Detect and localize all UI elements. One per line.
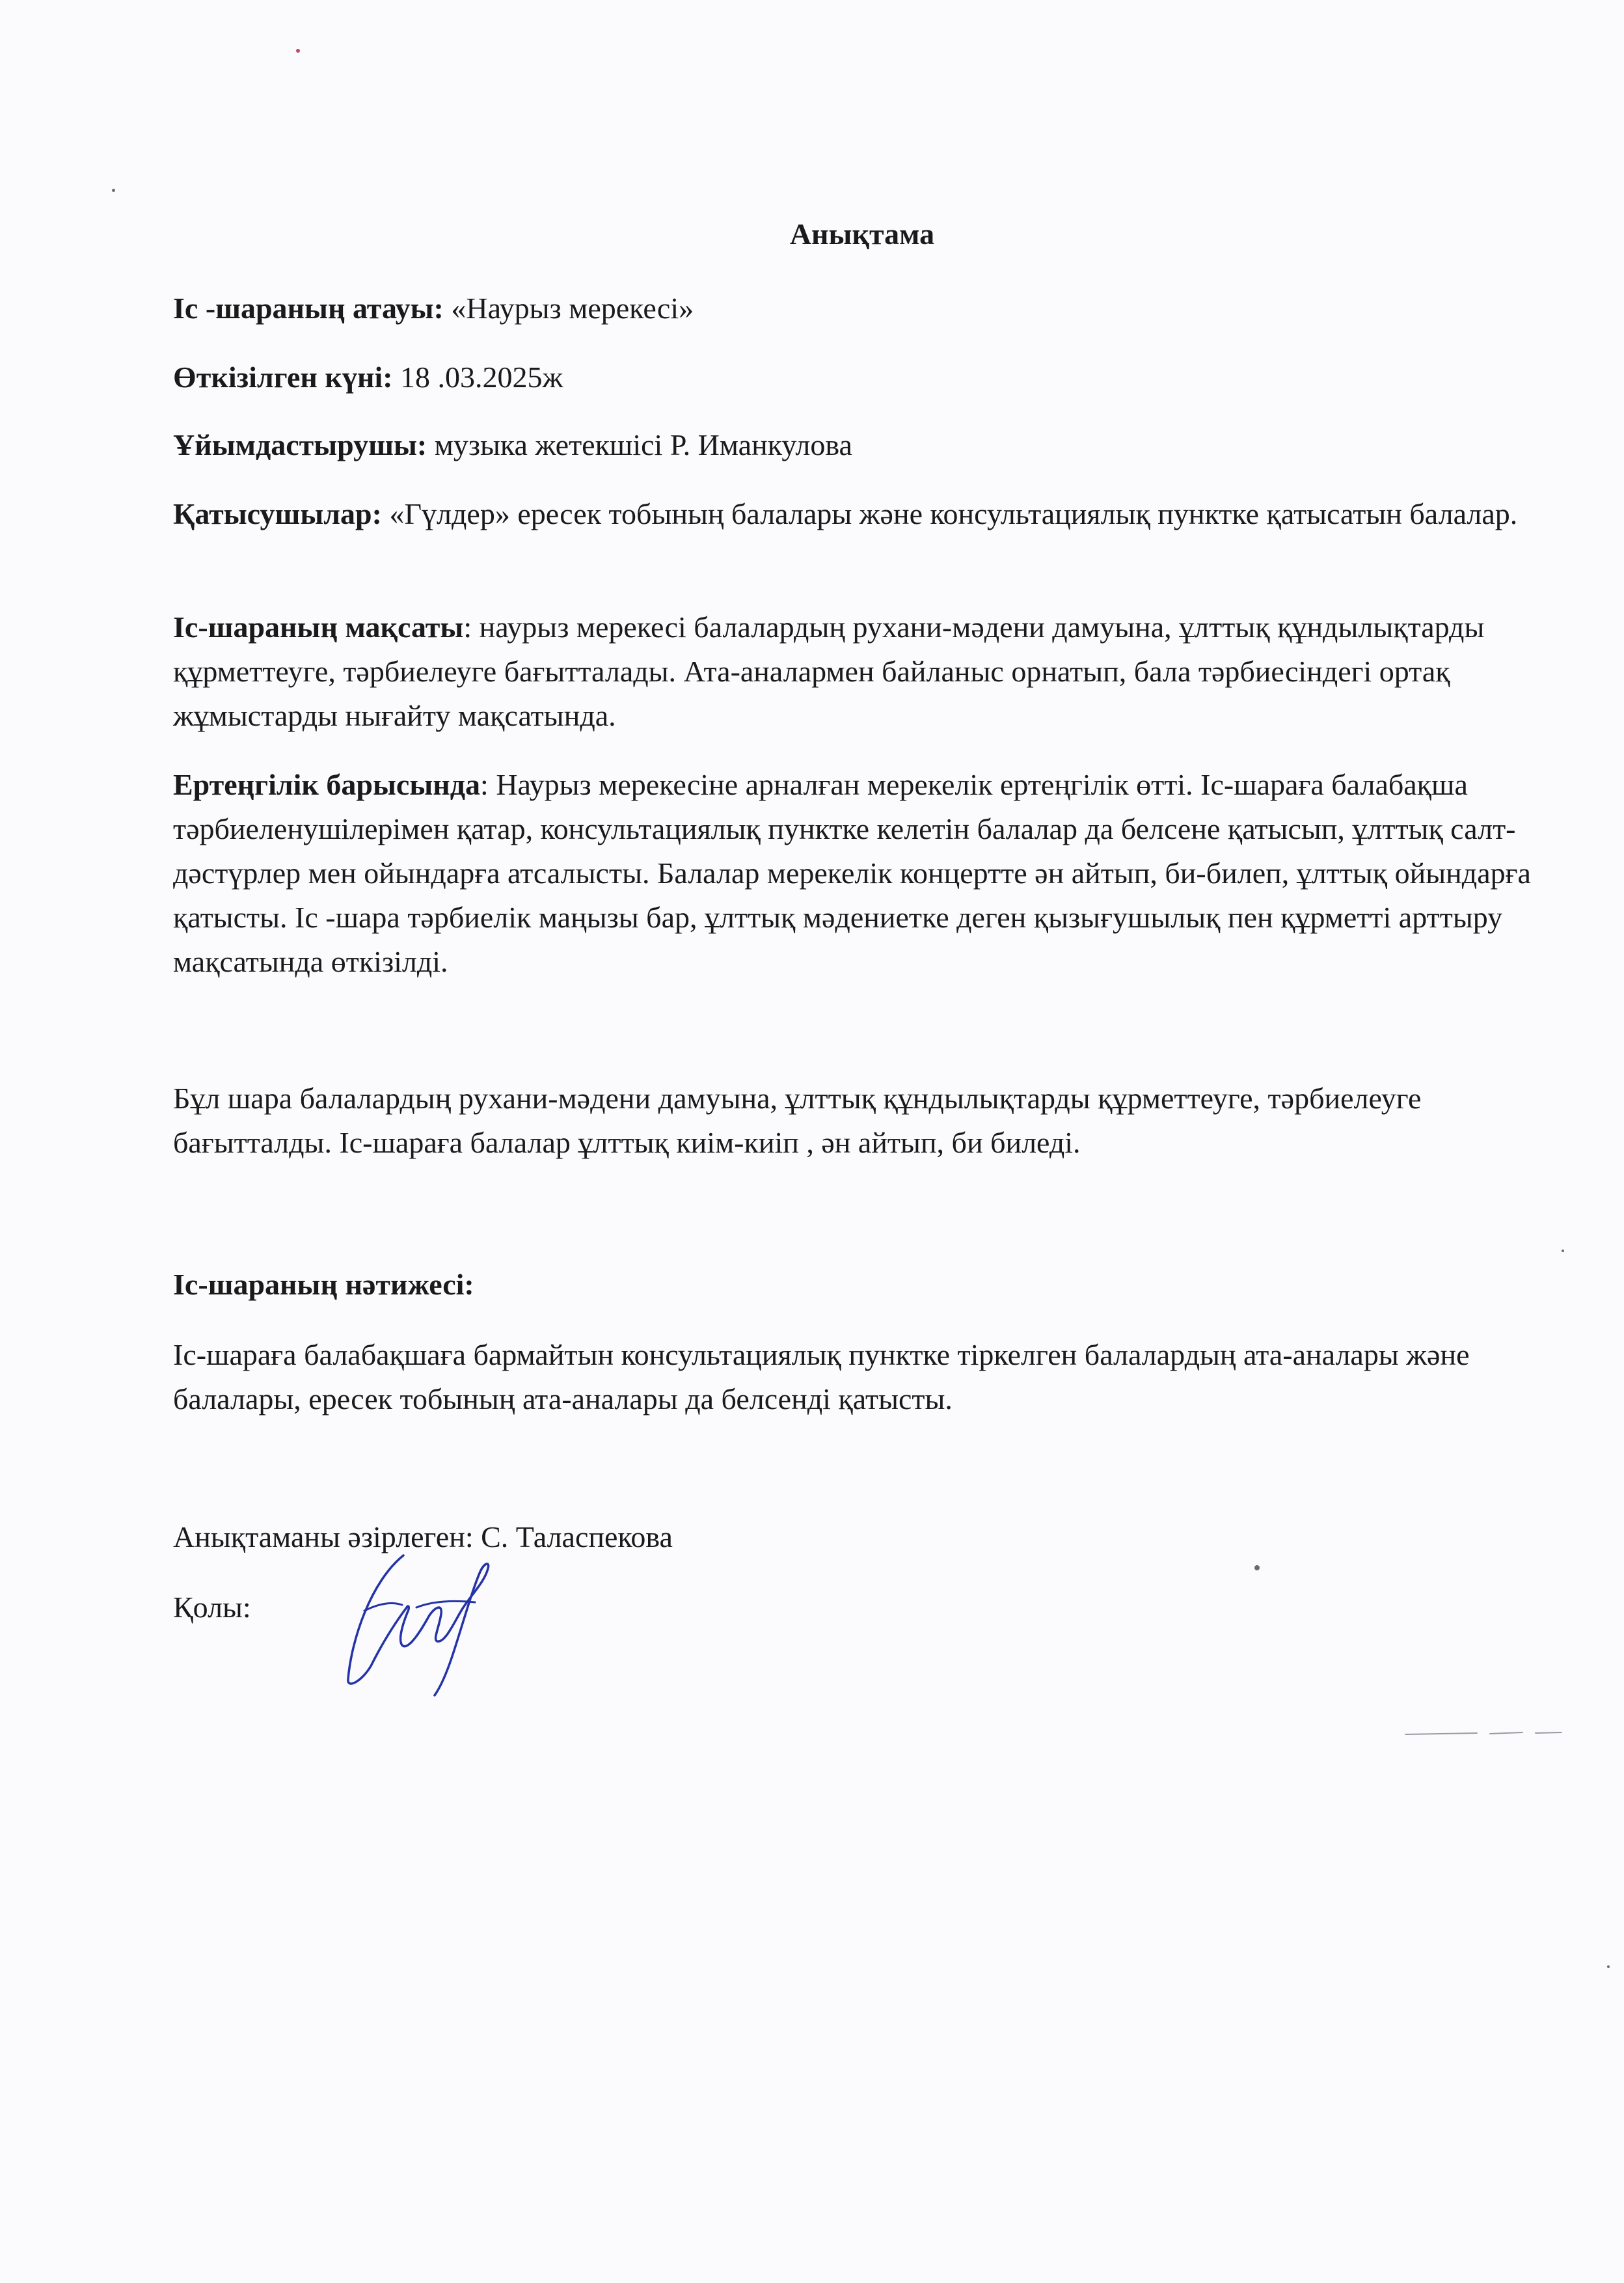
- progress-value: : Наурыз мерекесіне арналған мерекелік ертеңгілік өтті. Іс-шараға балабақша тәрбиеленушілерімен қатар, консультациялық пунктке келетін балалар да белсене қатысып, ұлттық салт-дәстүрлер мен ойындарға атсалысты. Балалар мерекелік концертте ән айтып, би-билеп, ұлттық ойындарға қатысты. Іс -шара тәрбиелік маңызы бар, ұлттық мәдениетке деген қызығушылық пен құрметті арттыру мақсатында өткізілді.: [173, 768, 1531, 978]
- scan-mark: [1399, 1728, 1581, 1741]
- participants-value: «Гүлдер» ересек тобының балалары және консультациялық пунктке қатысатын балалар.: [381, 497, 1518, 530]
- organizer-label: Ұйымдастырушы:: [173, 428, 427, 461]
- event-date-line: [173, 355, 1546, 400]
- signature-label: Қолы:: [173, 1591, 251, 1624]
- event-date-label: Өткізілген күні:: [173, 361, 393, 394]
- organizer-value: музыка жетекшісі Р. Иманкулова: [427, 428, 852, 461]
- progress-paragraph: [173, 763, 1546, 984]
- summary-paragraph: Бұл шара балалардың рухани-мәдени дамуына, ұлттық құндылықтарды құрметтеуге, тәрбиелеуге бағытталды. Іс-шараға балалар ұлттық киім-киіп , ән айтып, би биледі.: [173, 1082, 1422, 1159]
- event-name-value: «Наурыз мерекесі»: [443, 292, 694, 325]
- participants-paragraph: [173, 492, 1546, 536]
- scan-speck: [1254, 1565, 1260, 1570]
- event-name-label: Іс -шараның атауы:: [173, 292, 444, 325]
- organizer-line: [173, 423, 1546, 467]
- prepared-by-line: Анықтаманы әзірлеген: С. Таласпекова: [173, 1520, 673, 1553]
- result-paragraph: Іс-шараға балабақшаға бармайтын консультациялық пунктке тіркелген балалардың ата-аналары және балалары, ересек тобының ата-аналары да белсенді қатысты.: [173, 1338, 1470, 1415]
- document-title: Анықтама: [789, 217, 935, 251]
- goal-paragraph: [173, 605, 1546, 738]
- scan-speck: [112, 189, 115, 192]
- scan-speck: [1562, 1250, 1564, 1252]
- event-date-value: 18 .03.2025ж: [392, 361, 563, 394]
- handwritten-signature: [325, 1542, 521, 1699]
- participants-label: Қатысушылар:: [173, 497, 382, 530]
- progress-label: Ертеңгілік барысында: [173, 768, 481, 801]
- scan-speck: [296, 49, 300, 53]
- scan-speck: [1607, 1965, 1610, 1968]
- result-heading: Іс-шараның нәтижесі:: [173, 1268, 474, 1301]
- goal-value: : наурыз мерекесі балалардың рухани-мәдени дамуына, ұлттық құндылықтарды құрметтеуге, тәрбиелеуге бағытталады. Ата-аналармен байланыс орнатып, бала тәрбиесіндегі ортақ жұмыстарды нығайту мақсатында.: [173, 610, 1485, 732]
- event-name-line: [173, 286, 1546, 331]
- goal-label: Іс-шараның мақсаты: [173, 610, 464, 644]
